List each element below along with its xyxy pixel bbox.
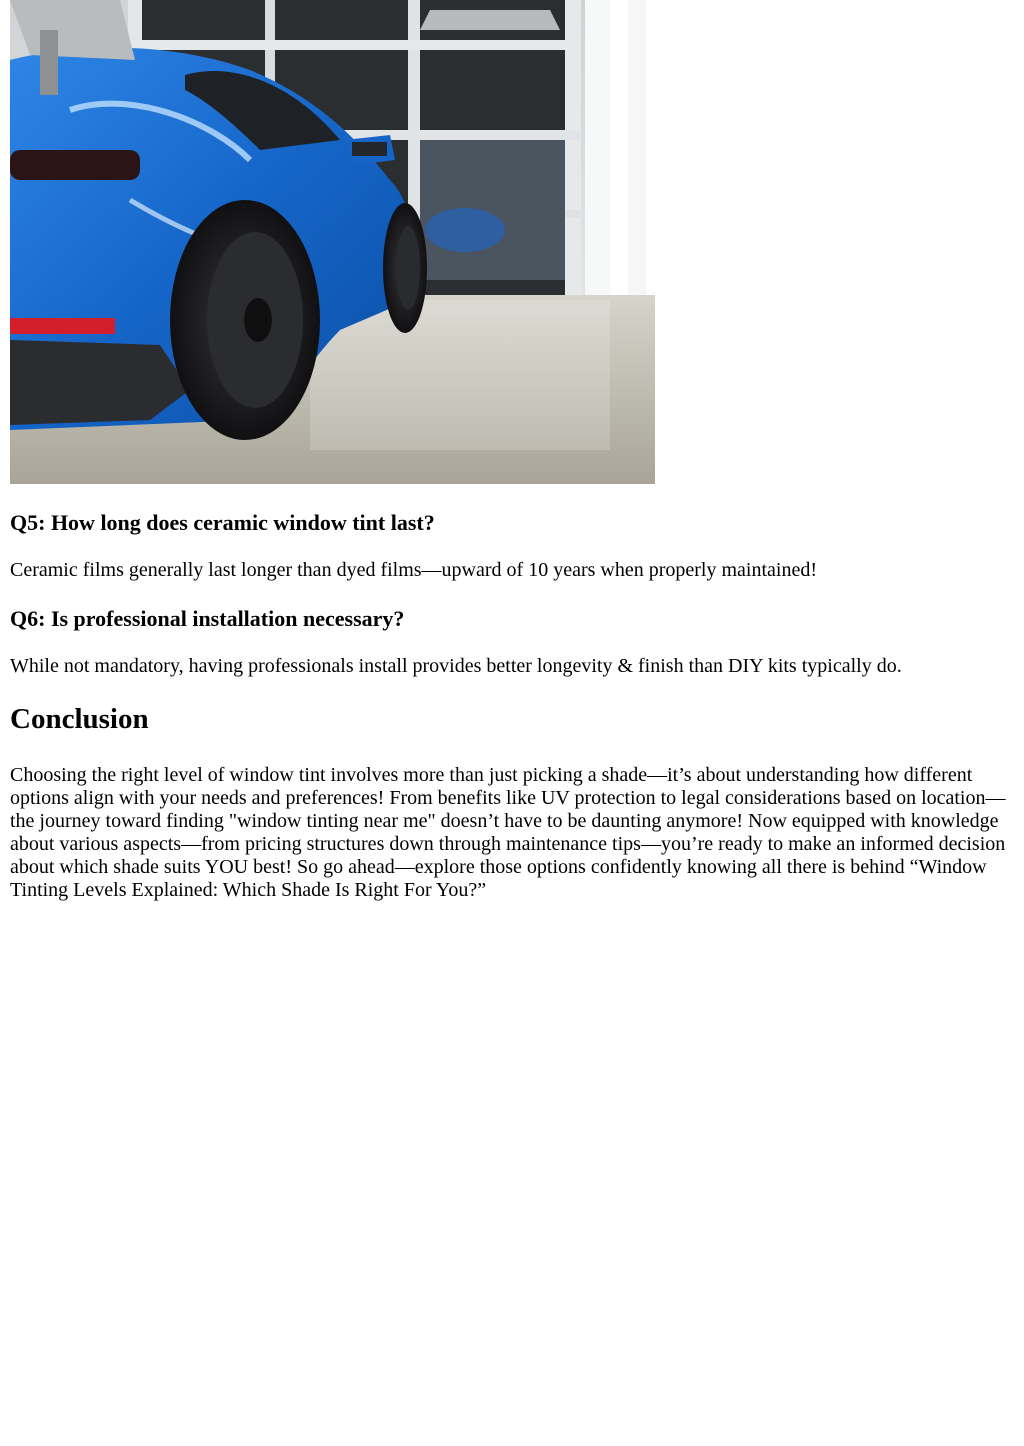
conclusion-heading: Conclusion: [10, 703, 149, 735]
faq-answer-q5: Ceramic films generally last longer than dyed films—upward of 10 years when properly maintained!: [10, 559, 817, 581]
faq-question-q6: Q6: Is professional installation necessary?: [10, 606, 405, 631]
faq-answer-q6: While not mandatory, having professionals install provides better longevity & finish than DIY kits typically do.: [10, 655, 902, 677]
conclusion-paragraph: Choosing the right level of window tint involves more than just picking a shade—it’s about understanding how different options align with your needs and preferences! From benefits like UV protection to legal considerations based on location—the journey toward finding "window tinting near me" doesn’t have to be daunting anymore! Now equipped with knowledge about various aspects—from pricing structures down through maintenance tips—you’re ready to make an informed decision about which shade suits YOU best! So go ahead—explore those options confidently knowing all there is behind “Window Tinting Levels Explained: Which Shade Is Right For You?”: [10, 764, 1006, 901]
hero-image: [10, 0, 655, 484]
faq-question-q5: Q5: How long does ceramic window tint last?: [10, 510, 435, 535]
article: [10, 0, 1010, 902]
